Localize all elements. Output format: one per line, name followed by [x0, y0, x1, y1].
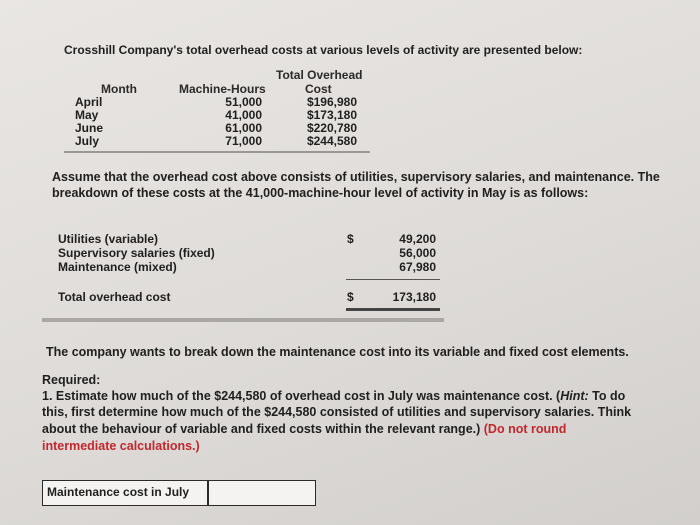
- intro-text: Crosshill Company's total overhead costs at various levels of activity are presented below:: [64, 43, 583, 57]
- row-month-june: June: [75, 121, 104, 135]
- required-line-1: 1. Estimate how much of the $244,580 of overhead cost in July was maintenance cost. (Hint: To do: [42, 389, 626, 403]
- row-hours-july: 71,000: [225, 134, 262, 148]
- breakdown-label-utilities: Utilities (variable): [58, 232, 159, 246]
- row-hours-may: 41,000: [225, 108, 262, 122]
- breakdown-label-total: Total overhead cost: [58, 290, 171, 304]
- row-hours-april: 51,000: [225, 95, 262, 109]
- row-month-april: April: [75, 95, 103, 109]
- breakdown-sentence: The company wants to break down the maintenance cost into its variable and fixed cost elements.: [46, 345, 629, 359]
- row-cost-april: $196,980: [306, 95, 357, 109]
- table2-divider: [42, 318, 444, 322]
- subtotal-line: [346, 279, 440, 280]
- breakdown-value-supervisory: 56,000: [399, 246, 436, 260]
- breakdown-value-utilities: 49,200: [399, 232, 436, 246]
- header-cost: Cost: [305, 82, 332, 96]
- required-line-4: intermediate calculations.): [42, 439, 200, 453]
- breakdown-value-maintenance: 67,980: [399, 260, 436, 274]
- answer-label-cell: [42, 480, 208, 506]
- required-line-3: about the behaviour of variable and fixed costs within the relevant range.) (Do not round: [42, 422, 567, 436]
- table1-divider: [64, 151, 370, 153]
- assume-line-1: Assume that the overhead cost above consists of utilities, supervisory salaries, and maintenance. The: [52, 170, 660, 184]
- header-total-overhead: Total Overhead: [276, 68, 363, 82]
- maintenance-cost-input[interactable]: [208, 480, 316, 506]
- row-month-july: July: [75, 134, 100, 148]
- row-month-may: May: [75, 108, 99, 122]
- header-month: Month: [101, 82, 137, 96]
- required-heading: Required:: [42, 373, 101, 387]
- row-hours-june: 61,000: [225, 121, 262, 135]
- required-line-2: this, first determine how much of the $244,580 consisted of utilities and supervisory salaries. Think: [42, 405, 632, 419]
- assume-line-2: breakdown of these costs at the 41,000-machine-hour level of activity in May is as follows:: [52, 186, 589, 200]
- row-cost-june: $220,780: [306, 121, 357, 135]
- row-cost-july: $244,580: [306, 134, 357, 148]
- row-cost-may: $173,180: [306, 108, 357, 122]
- header-machine-hours: Machine-Hours: [179, 82, 266, 96]
- breakdown-dollar-total: $: [347, 290, 354, 304]
- breakdown-label-maintenance: Maintenance (mixed): [58, 260, 177, 274]
- breakdown-label-supervisory: Supervisory salaries (fixed): [58, 246, 215, 260]
- total-double-line: [346, 308, 440, 311]
- answer-label: Maintenance cost in July: [47, 485, 190, 499]
- breakdown-dollar-utilities: $: [347, 232, 354, 246]
- breakdown-value-total: 173,180: [392, 290, 436, 304]
